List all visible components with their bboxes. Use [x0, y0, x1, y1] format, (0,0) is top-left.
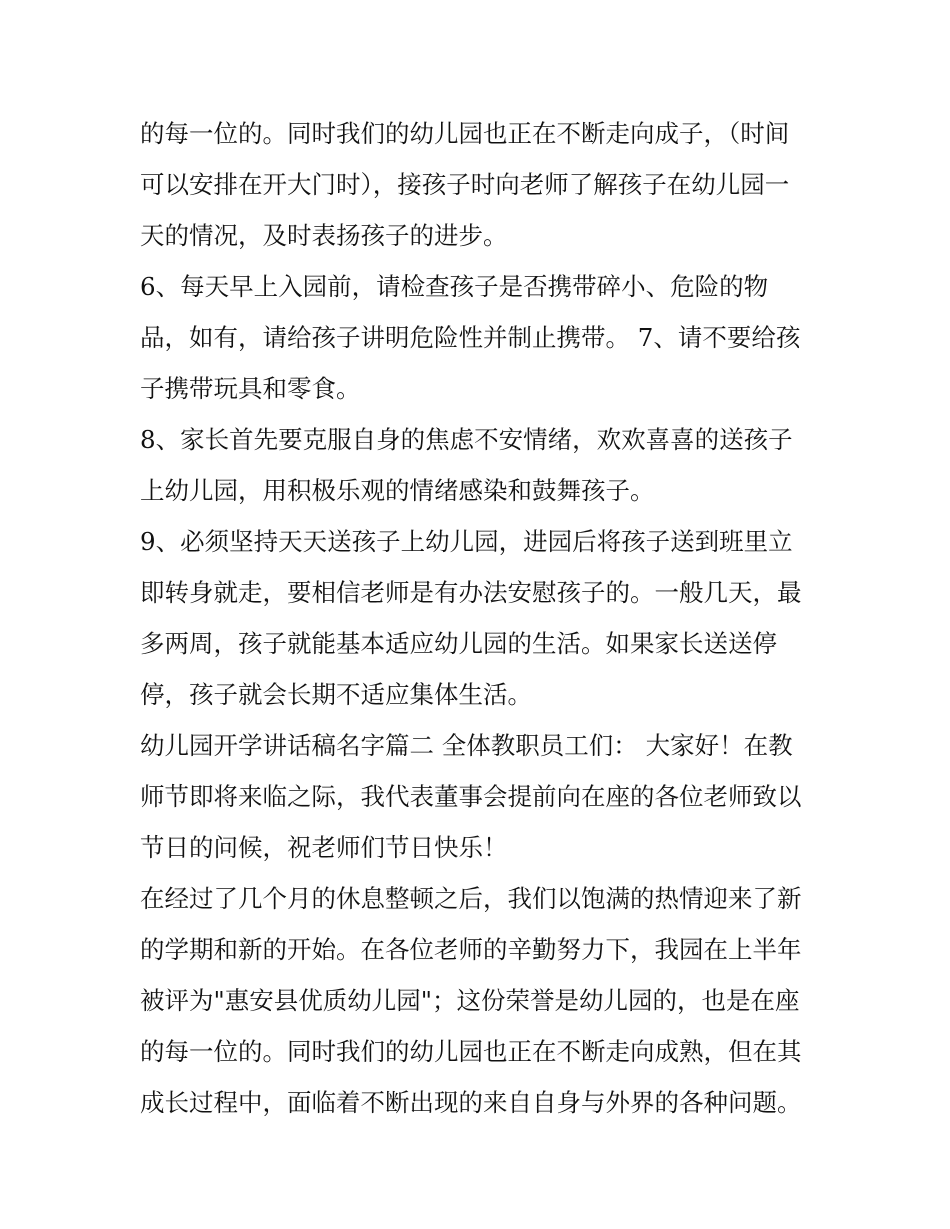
- text-line: 多两周，孩子就能基本适应幼儿园的生活。如果家长送送停: [140, 629, 777, 658]
- text-line: 天的情况，及时表扬孩子的进步。: [140, 221, 508, 250]
- text-line: 的每一位的。同时我们的幼儿园也正在不断走向成子，（时间: [140, 119, 790, 148]
- text-line: 成长过程中，面临着不断出现的来自自身与外界的各种问题。: [140, 1088, 802, 1117]
- text-line: 的每一位的。同时我们的幼儿园也正在不断走向成熟，但在其: [140, 1037, 802, 1066]
- text-line: 可以安排在开大门时），接孩子时向老师了解孩子在幼儿园一: [140, 170, 790, 199]
- text-line: 即转身就走，要相信老师是有办法安慰孩子的。一般几天，最: [140, 578, 802, 607]
- text-line: 幼儿园开学讲话稿名字篇二 全体教职员工们： 大家好！在教: [140, 731, 793, 760]
- text-line: 被评为"惠安县优质幼儿园"；这份荣誉是幼儿园的，也是在座: [140, 986, 800, 1015]
- text-line: 9、必须坚持天天送孩子上幼儿园，进园后将孩子送到班里立: [140, 527, 793, 556]
- document-page: [140, 108, 820, 1128]
- text-line: 6、每天早上入园前，请检查孩子是否携带碎小、危险的物: [140, 272, 769, 301]
- text-line: 上幼儿园，用积极乐观的情绪感染和鼓舞孩子。: [140, 476, 655, 505]
- text-line: 的学期和新的开始。在各位老师的辛勤努力下，我园在上半年: [140, 935, 802, 964]
- text-line: 品，如有，请给孩子讲明危险性并制止携带。 7、请不要给孩: [140, 323, 801, 352]
- text-line: 子携带玩具和零食。: [140, 374, 361, 403]
- text-line: 8、家长首先要克服自身的焦虑不安情绪，欢欢喜喜的送孩子: [140, 425, 793, 454]
- text-line: 停，孩子就会长期不适应集体生活。: [140, 680, 532, 709]
- text-line: 师节即将来临之际，我代表董事会提前向在座的各位老师致以: [140, 782, 802, 811]
- text-line: 在经过了几个月的休息整顿之后，我们以饱满的热情迎来了新: [140, 884, 802, 913]
- text-line: 节日的问候，祝老师们节日快乐！: [140, 833, 508, 862]
